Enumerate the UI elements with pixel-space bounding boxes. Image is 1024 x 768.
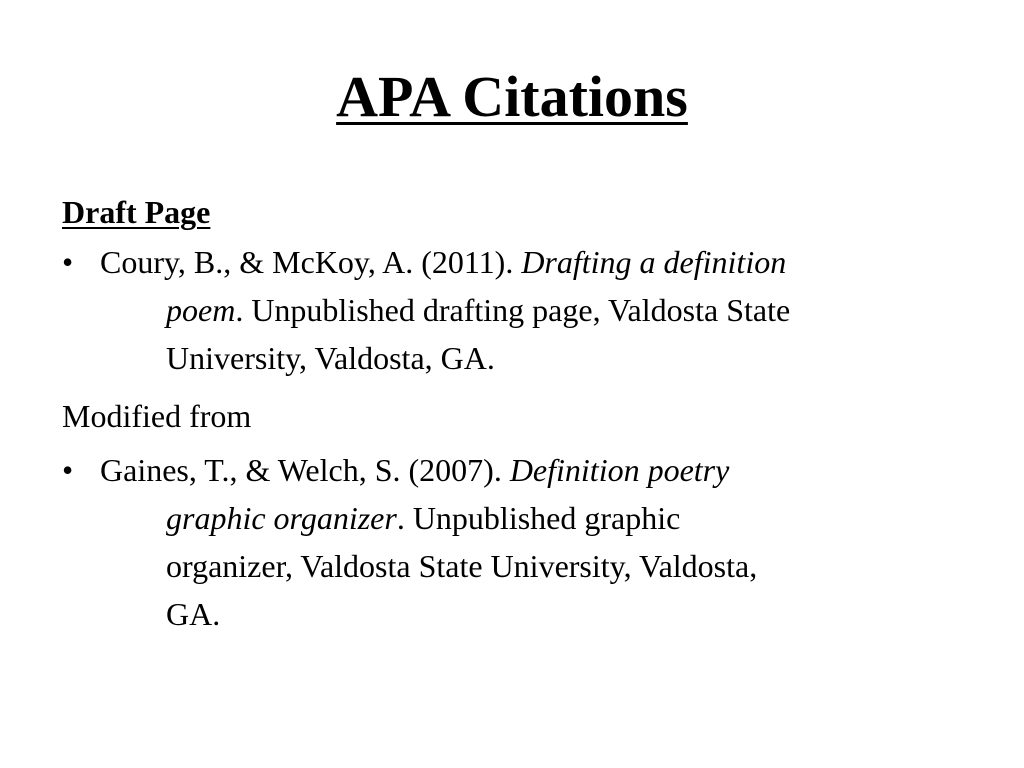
citation-2-description: . Unpublished graphic [396, 500, 681, 536]
citation-2-authors: Gaines, T., & Welch, S. (2007). [100, 452, 510, 488]
citation-1-authors: Coury, B., & McKoy, A. (2011). [100, 244, 522, 280]
citation-2-line-2 [100, 494, 972, 542]
citation-2-title-part-1: Definition poetry [509, 452, 730, 488]
citation-1-location: University, Valdosta, GA. [166, 340, 495, 376]
bullet-icon: • [62, 244, 74, 280]
citation-2-line-1 [100, 446, 972, 494]
slide-title-text: APA Citations [336, 64, 688, 129]
citation-1-line-1 [100, 238, 972, 286]
citation-1-title-part-2: poem [166, 292, 236, 328]
citation-entry-2 [62, 446, 972, 638]
citation-2-state: GA. [166, 596, 221, 632]
citation-1-line-3 [100, 334, 972, 382]
bullet-icon: • [62, 452, 74, 488]
modified-label: Modified from [62, 398, 252, 434]
citation-1-title-part-1: Drafting a definition [521, 244, 787, 280]
citation-1-line-2 [100, 286, 972, 334]
citation-2-line-4 [100, 590, 972, 638]
slide-title [0, 62, 1024, 132]
citation-entry-1 [62, 238, 972, 382]
citation-2-location: organizer, Valdosta State University, Valdosta, [166, 548, 758, 584]
section-heading: Draft Page [62, 194, 211, 230]
citation-1-description: . Unpublished drafting page, Valdosta State [235, 292, 791, 328]
slide-body [62, 188, 972, 646]
citation-2-line-3 [100, 542, 972, 590]
citation-2-title-part-2: graphic organizer [166, 500, 397, 536]
